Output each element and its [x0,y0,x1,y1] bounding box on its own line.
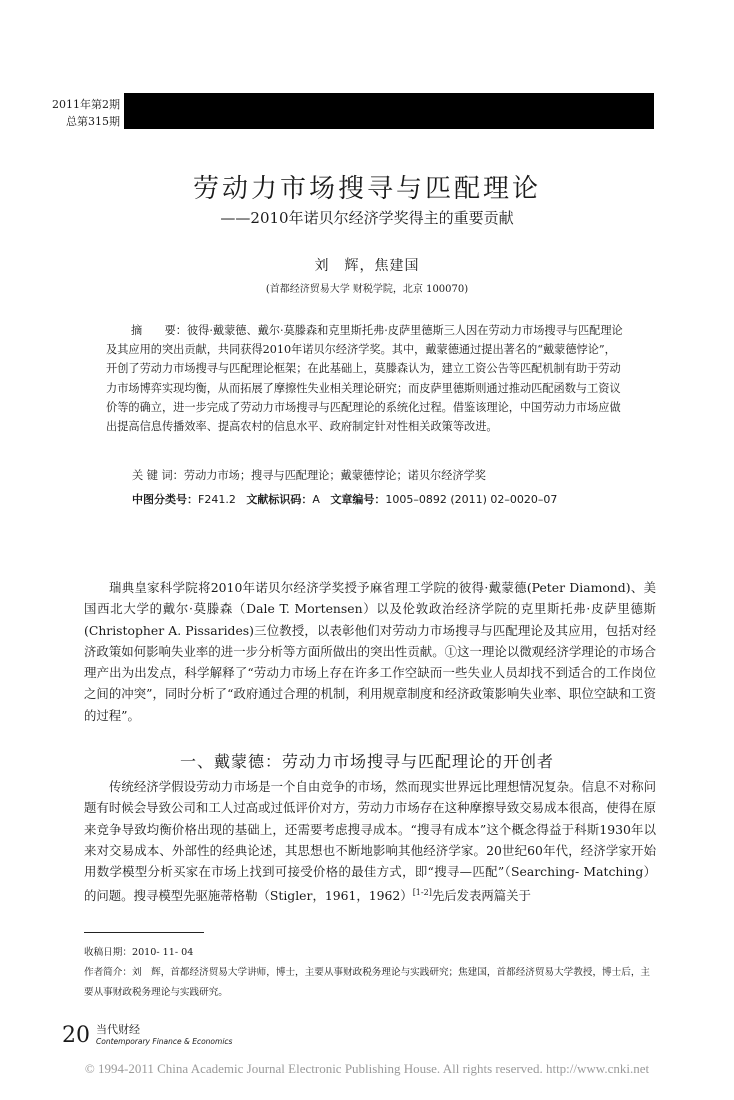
footnotes [84,943,656,1003]
footnote-rule [84,932,204,933]
journal-name [96,1024,232,1048]
abstract [106,321,626,436]
article-subtitle: ——2010年诺贝尔经济学奖得主的重要贡献 [220,209,514,227]
received-date: 收稿日期：2010- 11- 04 [84,947,194,958]
article-number-value: 1005–0892 (2011) 02–0020–07 [385,493,558,506]
article-authors: 刘 辉，焦建国 [314,258,420,274]
abstract-text: 彼得·戴蒙德、戴尔·莫滕森和克里斯托弗·皮萨里德斯三人因在劳动力市场搜寻与匹配理论及其应用的突出贡献，共同获得2010年诺贝尔经济学奖。其中，戴蒙德通过提出著名的“戴蒙德悖论”，开创了劳动力市场搜寻与匹配理论框架；在此基础上，莫滕森认为，建立工资公告等匹配机制有助于劳动力市场博弈实现均衡，从而拓展了摩擦性失业相关理论研究；而皮萨里德斯则通过推动匹配函数与工资议价等的确立，进一步完成了劳动力市场搜寻与匹配理论的系统化过程。借鉴该理论，中国劳动力市场应做出提高信息传播效率、提高农村的信息水平、政府制定针对性相关政策等改进。 [106,324,623,434]
clc-label: 中图分类号： [132,493,198,506]
author-affiliation: (首都经济贸易大学 财税学院，北京 100070) [265,284,469,295]
journal-name-en: Contemporary Finance & Economics [96,1037,233,1046]
section-1-tail: 先后发表两篇关于 [431,888,531,904]
section-heading-1: 一、戴蒙德：劳动力市场搜寻与匹配理论的开创者 [179,752,554,771]
abstract-label: 摘 要： [131,324,187,337]
article-number-label: 文章编号： [330,493,386,506]
intro-paragraph: 瑞典皇家科学院将2010年诺贝尔经济学奖授予麻省理工学院的彼得·戴蒙德(Peter Diamond)、美国西北大学的戴尔·莫滕森（Dale T. Mortensen）以及伦敦政治经济学院的克里斯托弗·皮萨里德斯(Christopher A. Pissarides)三位教授，以表彰他们对劳动力市场搜寻与匹配理论及其应用，包括对经济政策如何影响失业率的进一步分析等方面所做出的突出性贡献。①这一理论以微观经济学理论的市场合理产出为出发点，科学解释了“劳动力市场上存在许多工作空缺而一些失业人员却找不到适合的工作岗位之间的冲突”，同时分析了“政府通过合理的机制，利用规章制度和经济政策影响失业率、职位空缺和工资的过程”。 [84,580,656,723]
article-title: 劳动力市场搜寻与匹配理论 [192,174,541,204]
clc-value: F241.2 [198,493,236,506]
classification-line [132,491,557,507]
issue-number: 2011年第2期 [52,98,120,111]
header-bar [124,93,654,129]
doc-code-label: 文献标识码： [246,493,313,506]
citation-ref: [1-2] [412,888,432,898]
issue-total: 总第315期 [66,115,120,128]
keywords-text: 劳动力市场；搜寻与匹配理论；戴蒙德悖论；诺贝尔经济学奖 [183,469,486,482]
journal-name-cn: 当代财经 [96,1023,140,1036]
author-bio: 作者简介：刘 辉，首都经济贸易大学讲师，博士，主要从事财政税务理论与实践研究；焦建国，首都经济贸易大学教授，博士后，主要从事财政税务理论与实践研究。 [84,967,651,998]
doc-code-value: A [312,493,320,506]
section-1-paragraph [84,776,656,907]
keywords [132,467,486,483]
keywords-label: 关 键 词： [132,469,184,482]
page-number: 20 [62,1023,90,1048]
section-1-text: 传统经济学假设劳动力市场是一个自由竞争的市场，然而现实世界远比理想情况复杂。信息不对称问题有时候会导致公司和工人过高或过低评价对方，劳动力市场存在这种摩擦导致交易成本很高，使得在原来竞争导致均衡价格出现的基础上，还需要考虑搜寻成本。“搜寻有成本”这个概念得益于科斯1930年以来对交易成本、外部性的经典论述，其思想也不断地影响其他经济学家。20世纪60年代，经济学家开始用数学模型分析买家在市场上找到可接受价格的最佳方式，即“搜寻—匹配”（Searching- Matching）的问题。搜寻模型先驱施蒂格勒（Stigler，1961，1962） [84,779,656,904]
issue-info [50,96,120,130]
copyright-footer: © 1994-2011 China Academic Journal Electronic Publishing House. All rights reserved. http://www.cnki.net [84,1061,650,1076]
